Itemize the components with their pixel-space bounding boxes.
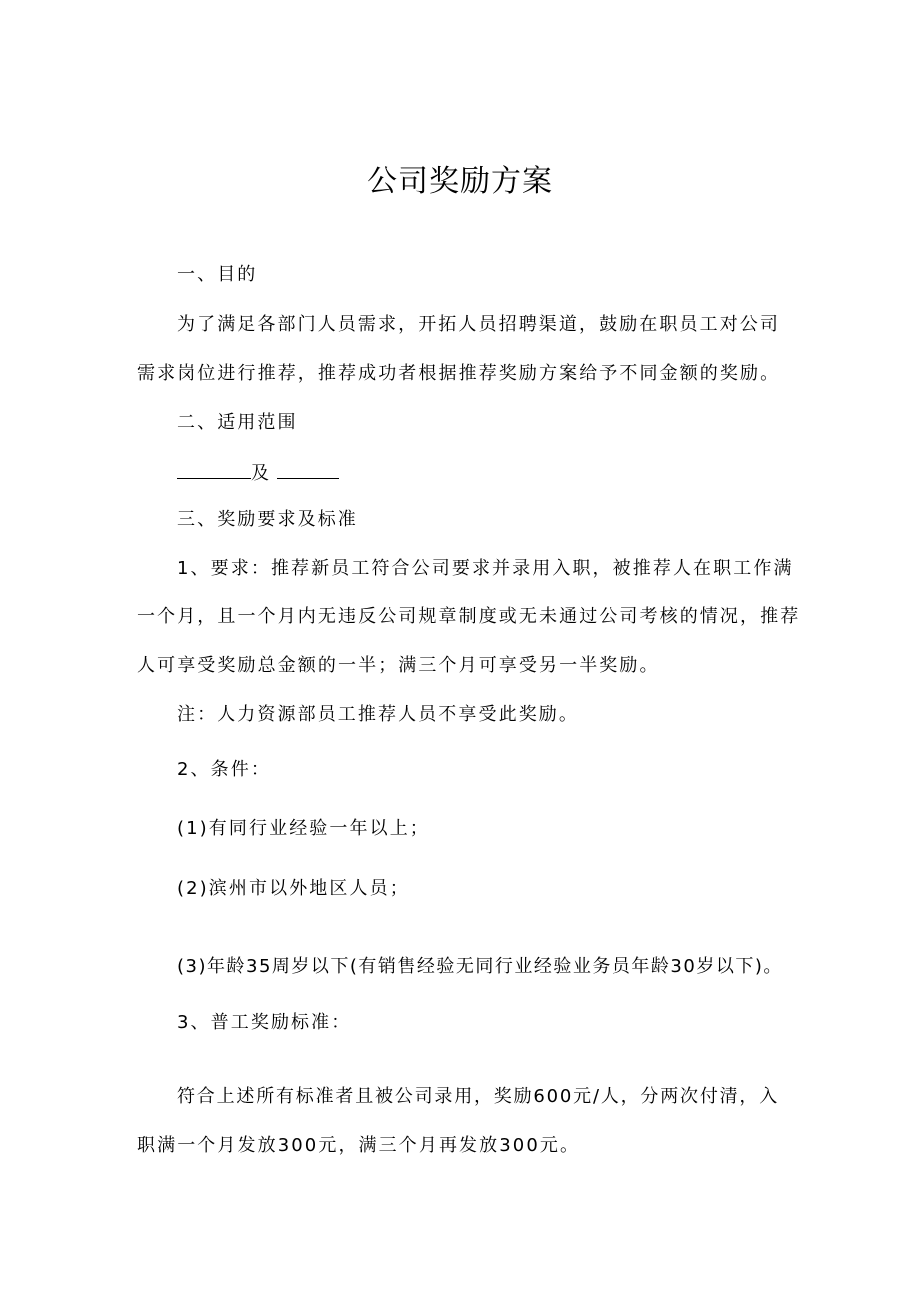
condition-item-2: (2)滨州市以外地区人员；	[177, 878, 410, 899]
purpose-heading: 一、目的	[177, 264, 258, 285]
standard-line-2: 职满一个月发放300元，满三个月再发放300元。	[137, 1135, 581, 1156]
requirement-line-1: 1、要求：推荐新员工符合公司要求并录用入职，被推荐人在职工作满	[177, 558, 794, 579]
scope-heading: 二、适用范围	[177, 412, 298, 433]
condition-item-1: (1)有同行业经验一年以上；	[177, 818, 430, 839]
standard-line-1: 符合上述所有标准者且被公司录用，奖励600元/人，分两次付清，入	[177, 1086, 780, 1107]
condition-item-3: (3)年龄35周岁以下(有销售经验无同行业经验业务员年龄30岁以下)。	[177, 956, 783, 977]
purpose-line-1: 为了满足各部门人员需求，开拓人员招聘渠道，鼓励在职员工对公司	[177, 314, 780, 335]
scope-blank-1	[177, 460, 251, 479]
scope-line	[177, 460, 339, 486]
scope-connector: 及	[251, 463, 272, 484]
scope-blank-2	[277, 460, 339, 479]
note-line: 注：人力资源部员工推荐人员不享受此奖励。	[177, 704, 579, 725]
purpose-line-2: 需求岗位进行推荐，推荐成功者根据推荐奖励方案给予不同金额的奖励。	[137, 363, 781, 384]
document-title: 公司奖励方案	[367, 164, 553, 199]
requirement-line-2: 一个月，且一个月内无违反公司规章制度或无未通过公司考核的情况，推荐	[137, 606, 801, 627]
requirement-line-3: 人可享受奖励总金额的一半；满三个月可享受另一半奖励。	[137, 655, 660, 676]
conditions-heading: 2、条件：	[177, 759, 271, 780]
standard-heading: 3、普工奖励标准：	[177, 1012, 352, 1033]
rewards-heading: 三、奖励要求及标准	[177, 509, 358, 530]
